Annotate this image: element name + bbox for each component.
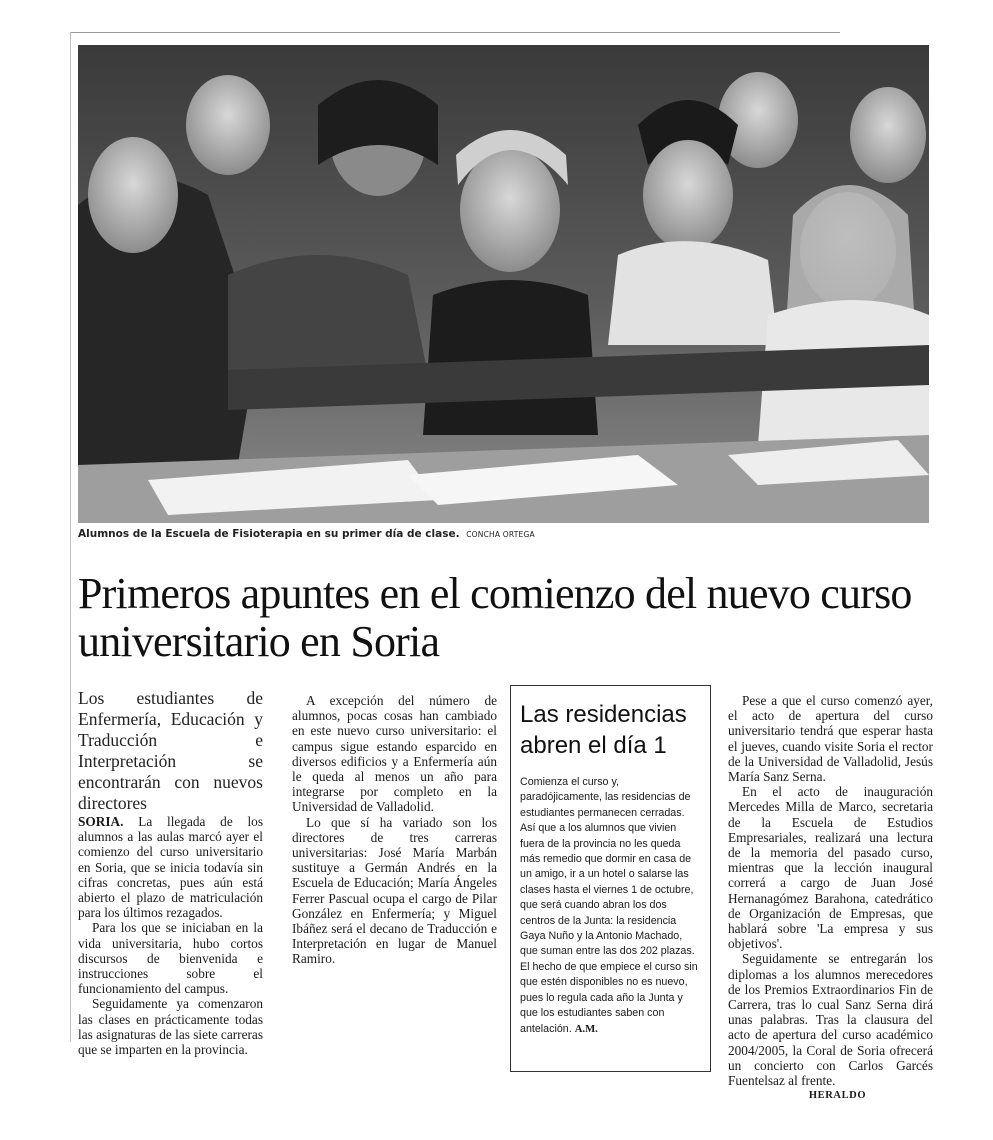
column-2 — [292, 693, 497, 967]
dateline: SORIA. — [78, 814, 124, 829]
photo-credit: CONCHA ORTEGA — [466, 530, 535, 539]
students-photo — [78, 45, 929, 523]
paragraph-2: Para los que se iniciaban en la vida universitaria, hubo cortos discursos de bienvenida e instrucciones sobre el funcionamiento del campus. — [78, 920, 263, 997]
caption-text: Alumnos de la Escuela de Fisioterapia en su primer día de clase. — [78, 528, 460, 540]
lead-paragraph — [78, 814, 263, 920]
sidebar-box — [510, 685, 711, 1072]
paragraph-8: Seguidamente se entregarán los diplomas a los alumnos merecedores de los Premios Extraordinarios Fin de Carrera, tras lo cual Sanz Serna dirá unas palabras. Tras la clausura del acto de apertura del curso académico 2004/2005, la Coral de Soria ofrecerá un concierto con Carlos Garcés Fuentelsaz al frente. — [728, 951, 933, 1089]
lead-text: La llegada de los alumnos a las aulas marcó ayer el comienzo del curso universitario en Soria, que se inicia todavía sin cifras concretas, pues aún está abierto el plazo de matriculación para los últimos rezagados. — [78, 814, 263, 921]
paragraph-3: Seguidamente ya comenzaron las clases en prácticamente todas las asignaturas de las siete carreras que se imparten en la provincia. — [78, 996, 263, 1058]
photo-caption — [78, 528, 535, 540]
author-signature: HERALDO — [808, 1090, 867, 1102]
sidebar-signature: A.M. — [574, 1022, 598, 1035]
paragraph-5: Lo que sí ha variado son los directores de tres carreras universitarias: José María Marbán sustituye a Germán Andrés en la Escuela de Educación; María Ángeles Ferrer Pascual ocupa el cargo de Pilar González en Enfermería; y Miguel Ibáñez será el decano de Traducción e Interpretación en lugar de Manuel Ramiro. — [292, 814, 497, 967]
sidebar-title: Las residencias abren el día 1 — [520, 701, 687, 759]
paragraph-7: En el acto de inauguración Mercedes Milla de Marco, secretaria de la Escuela de Estudios Empresariales, realizará una lectura de la memoria del pasado curso, mientras que la lección inaugural correrá a cargo de Juan José Hernanagómez Barahona, catedrático de Organización de Empresas, que hablará sobre 'La empresa y sus objetivos'. — [728, 784, 933, 952]
column-4 — [728, 693, 933, 1103]
left-rule — [70, 32, 71, 1042]
top-rule — [70, 32, 840, 33]
column-1 — [78, 688, 263, 1057]
sidebar-body: Comienza el curso y, paradójicamente, las residencias de estudiantes permanecen cerradas. Así que a los alumnos que vivien fuera de la provincia no les queda más remedio que dormir en casa de un amigo, ir a un hotel o salarse las clases hasta el viernes 1 de octubre, que será cuando abran los dos centros de la Junta: la residencia Gaya Nuño y la Antonio Machado, que suman entre las dos 202 plazas. El hecho de que empiece el curso sin que estén disponibles no es nuevo, pues lo regula cada año la Junta y que los estudiantes saben con antelación. — [520, 776, 698, 1035]
sidebar-text — [520, 775, 701, 1037]
headline: Primeros apuntes en el comienzo del nuevo curso universitario en Soria — [78, 569, 912, 666]
paragraph-4: A excepción del número de alumnos, pocas cosas han cambiado en este nuevo curso universitario: el campus sigue estando esparcido en diversos edificios y a Enfermería aún le queda al menos un año para integrarse por completo en la Universidad de Valladolid. — [292, 693, 497, 815]
deck: Los estudiantes de Enfermería, Educación y Traducción e Interpretación se encontrarán con nuevos directores — [78, 688, 263, 813]
paragraph-6: Pese a que el curso comenzó ayer, el acto de apertura del curso universitario tendrá que esperar hasta el jueves, cuando visite Soria el rector de la Universidad de Valladolid, Jesús María Sanz Serna. — [728, 693, 933, 785]
